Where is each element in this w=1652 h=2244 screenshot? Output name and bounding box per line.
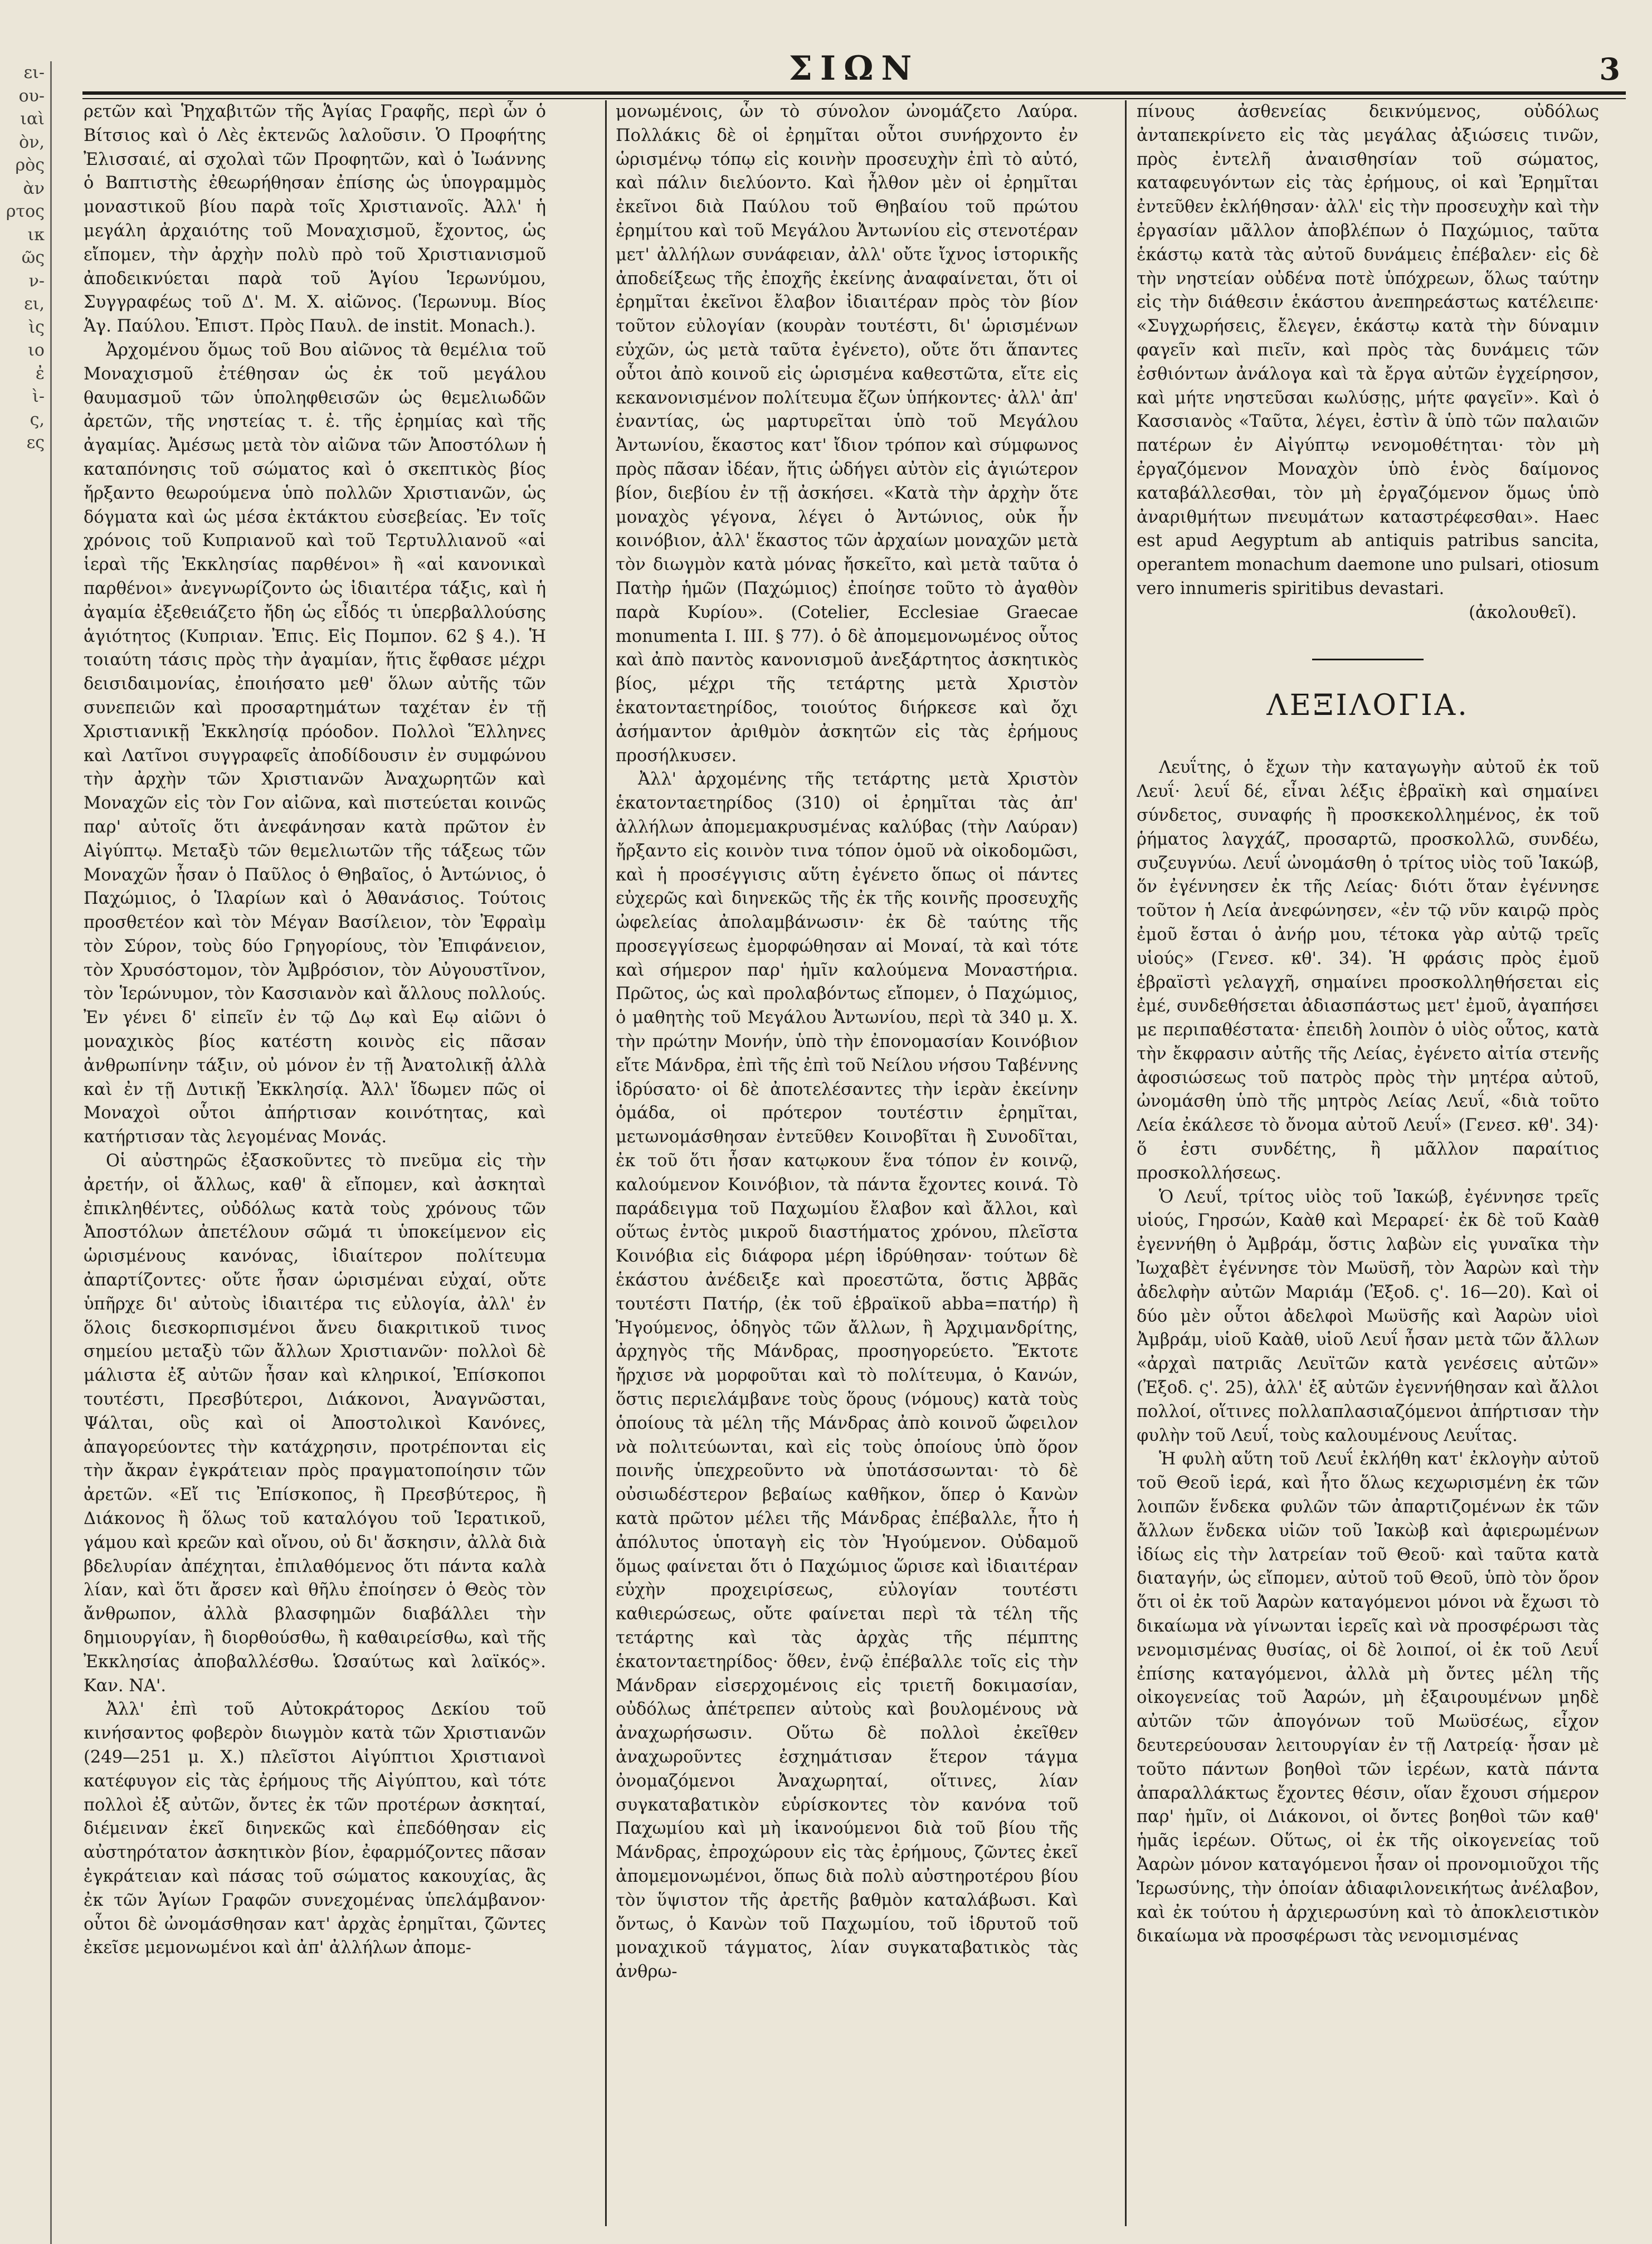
margin-fragment: ικ <box>27 225 45 245</box>
paragraph: Ὁ Λευΐ, τρίτος υἱὸς τοῦ Ἰακώβ, ἐγέννησε τρεῖς υἱούς, Γηρσών, Καὰθ καὶ Μεραρεί· ἐκ δὲ τοῦ Καὰθ ἐγεννήθη ὁ Ἀμβράμ, ὅστις λαβὼν εἰς γυναῖκα τὴν Ἰωχαβὲτ ἐγέννησε τὸν Μωϋσῆ, τὸν Ἀαρὼν καὶ τὴν ἀδελφὴν αὐτῶν Μαριάμ (Ἐξοδ. ς'. 16—20). Καὶ οἱ δύο μὲν οὗτοι ἀδελφοὶ Μωϋσῆς καὶ Ἀαρὼν υἱοὶ Ἀμβράμ, υἱοῦ Καὰθ, υἱοῦ Λευΐ ἦσαν μετὰ τῶν ἄλλων «ἀρχαὶ πατριᾶς Λευϊτῶν κατὰ γενέσεις αὐτῶν» (Ἐξοδ. ς'. 25), ἀλλ' ἐξ αὐτῶν ἐγεννήθησαν καὶ ἄλλοι πολλοί, οἵτινες πολλαπλασιαζόμενοι ἀπήρτισαν τὴν φυλὴν τοῦ Λευΐ, τοὺς καλουμένους Λευΐτας. <box>1137 1187 1599 1445</box>
margin-fragment: ὶς <box>28 317 45 337</box>
margin-fragment: ες <box>26 433 45 452</box>
continued-note: (ἀκολουθεῖ). <box>1469 602 1577 622</box>
margin-fragment: ρὸς <box>15 155 45 175</box>
paragraph: Ἀλλ' ἐπὶ τοῦ Αὐτοκράτορος Δεκίου τοῦ κινήσαντος φοβερὸν διωγμὸν κατὰ τῶν Χριστιανῶν (249—251 μ. Χ.) πλεῖστοι Αἰγύπτιοι Χριστιανοὶ κατέφυγον εἰς τὰς ἐρήμους τῆς Αἰγύπτου, καὶ τότε πολλοὶ ἐξ αὐτῶν, ὄντες ἐκ τῶν προτέρων ἀσκηταί, διέμειναν ἐκεῖ διηνεκῶς καὶ ἐπεδόθησαν εἰς αὐστηρότατον ἀσκητικὸν βίον, ἐφαρμόζοντες πᾶσαν ἐγκράτειαν καὶ πάσας τοῦ σώματος κακουχίας, ἃς ἐκ τῶν Ἁγίων Γραφῶν συνεχομένας ὑπελάμβανον· οὗτοι δὲ ὠνομάσθησαν κατ' ἀρχὰς ἐρημῖται, ζῶντες ἐκεῖσε μεμονωμένοι καὶ ἀπ' ἀλλήλων ἀπομε- <box>84 1700 546 1958</box>
column-divider <box>605 100 607 2226</box>
masthead <box>82 49 1626 88</box>
section-divider <box>1312 659 1424 660</box>
column-1 <box>84 100 546 2226</box>
margin-fragment: ἐ <box>35 363 45 383</box>
margin-fragment: ιο <box>28 340 45 360</box>
paragraph: μονωμένοις, ὧν τὸ σύνολον ὠνομάζετο Λαύρα. Πολλάκις δὲ οἱ ἐρημῖται οὗτοι συνήρχοντο ἐν ὡρισμένῳ τόπῳ εἰς κοινὴν προσευχὴν ἐπὶ τὸ αὐτό, καὶ πάλιν διελύοντο. Καὶ ἦλθον μὲν οἱ ἐρημῖται ἐκεῖνοι διὰ Παύλου τοῦ Θηβαίου τοῦ πρώτου ἐρημίτου καὶ τοῦ Μεγάλου Ἀντωνίου εἰς στενοτέραν μετ' ἀλλήλων συνάφειαν, ἀλλ' οὔτε ἴχνος ἱστορικῆς ἀποδείξεως τῆς ἐποχῆς ἐκείνης ἀναφαίνεται, ὅτι οἱ ἐρημῖται ἐκεῖνοι ἔλαβον ἰδιαιτέραν πρὸς τὸν βίον τοῦτον εὐλογίαν (κουρὰν τουτέστι, δι' ὡρισμένων εὐχῶν, ὡς μετὰ ταῦτα ἐγένετο), οὔτε ὅτι ἅπαντες οὗτοι ἀπὸ κοινοῦ εἰς ὡρισμένα καθεστῶτα, εἴτε εἰς κεκανονισμένον πολίτευμα ἔζων ὑπήκοντες· ἀλλ' ἀπ' ἐναντίας, ὡς μαρτυρεῖται ὑπὸ τοῦ Μεγάλου Ἀντωνίου, ἕκαστος κατ' ἴδιον τρόπον καὶ σύμφωνος πρὸς πᾶσαν ἰδέαν, ἥτις ὡδήγει αὐτὸν εἰς ἁγιώτερον βίον, διεβίου ἐν τῇ ἀσκήσει. «Κατὰ τὴν ἀρχὴν ὅτε μοναχὸς γέγονα, λέγει ὁ Ἀντώνιος, οὐκ ἦν κοινόβιον, ἀλλ' ἕκαστος τῶν ἀρχαίων μοναχῶν μετὰ τὸν διωγμὸν κατὰ μόνας ἤσκεῖτο, καὶ μετὰ ταῦτα ὁ Πατὴρ ἡμῶν (Παχώμιος) ἐποίησε τοῦτο τὸ ἀγαθὸν παρὰ Κυρίου». (Cotelier, Ecclesiae Graecae monumenta I. III. § 77). ὁ δὲ ἀπομεμονωμένος οὗτος καὶ ἀπὸ παντὸς κανονισμοῦ ἀνεξάρτητος ἀσκητικὸς βίος, μέχρι τῆς τετάρτης μετὰ Χριστὸν ἑκατονταετηρίδος, τοιούτος διήρκεσε καὶ ὄχι ἀσήμαντον ἀριθμὸν ἀσκητῶν εἰς τὰς ἐρήμους προσήλκυσεν. <box>616 102 1078 766</box>
column-2 <box>616 100 1078 2226</box>
newspaper-title: ΣΙΩΝ <box>788 49 920 88</box>
section-title: ΛΕΞΙΛΟΓΙΑ. <box>1266 688 1469 722</box>
paragraph: Ἡ φυλὴ αὕτη τοῦ Λευΐ ἐκλήθη κατ' ἐκλογὴν αὐτοῦ τοῦ Θεοῦ ἱερά, καὶ ἦτο ὅλως κεχωρισμένη ἐκ τῶν λοιπῶν ἕνδεκα φυλῶν τῶν ἀπαρτιζομένων ἐκ τῶν ἄλλων ἕνδεκα υἱῶν τοῦ Ἰακὼβ καὶ ἀφιερωμένων ἰδίως εἰς τὴν λατρείαν τοῦ Θεοῦ· καὶ ταῦτα κατὰ διαταγήν, ὡς εἴπομεν, αὐτοῦ τοῦ Θεοῦ, ὑπὸ τὸν ὅρον ὅτι οἱ ἐκ τοῦ Ἀαρὼν καταγόμενοι μόνοι νὰ ἔχωσι τὸ δικαίωμα νὰ γίνωνται ἱερεῖς καὶ νὰ προσφέρωσι τὰς νενομισμένας θυσίας, οἱ δὲ λοιποί, οἱ ἐκ τοῦ Λευΐ ἐπίσης καταγόμενοι, ἀλλὰ μὴ ὄντες μέλη τῆς οἰκογενείας τοῦ Ἀαρών, μὴ ἐξαιρουμένων μηδὲ αὐτῶν τῶν ἀπογόνων τοῦ Μωϋσέως, εἶχον δευτερεύουσαν λειτουργίαν ἐν τῇ Λατρείᾳ· ἦσαν μὲ τοῦτο πάντων βοηθοὶ τῶν ἱερέων, κατὰ πάντα ἀπαραλλάκτως ἔχοντες θέσιν, οἵαν ἔχουσι σήμερον παρ' ἡμῖν, οἱ Διάκονοι, οἱ ὄντες βοηθοὶ τῶν καθ' ἡμᾶς ἱερέων. Οὕτως, οἱ ἐκ τῆς οἰκογενείας τοῦ Ἀαρὼν μόνον καταγόμενοι ἦσαν οἱ προνομιοῦχοι τῆς Ἱερωσύνης, τὴν ὁποίαν ἀδιαφιλονεικήτως ἀνέλαβον, καὶ ἐκ τούτου ἡ ἀρχιερωσύνη καὶ τὸ ἀποκλειστικὸν δικαίωμα νὰ προσφέρωσι τὰς νενομισμένας <box>1137 1449 1599 1946</box>
margin-fragment: ου- <box>18 86 45 106</box>
header-rule-thin <box>82 98 1626 99</box>
margin-fragment: ει, <box>24 294 45 314</box>
previous-page-margin <box>0 61 52 2244</box>
column-divider <box>1125 100 1127 2226</box>
margin-fragment: ῶς <box>21 248 45 267</box>
margin-fragment: ς, <box>30 410 45 430</box>
column-3 <box>1137 100 1599 2226</box>
paragraph: πίνους ἀσθενείας δεικνύμενος, οὐδόλως ἀνταπεκρίνετο εἰς τὰς μεγάλας ἀξιώσεις τινῶν, πρὸς ἐντελῆ ἀναισθησίαν τοῦ σώματος, καταφευγόντων εἰς τὰς ἐρήμους, οἱ καὶ Ἐρημῖται ἐντεῦθεν ἐκλήθησαν· ἀλλ' εἰς τὴν προσευχὴν καὶ τὴν ἐργασίαν μᾶλλον ἀποβλέπων ὁ Παχώμιος, ταῦτα ἑκάστῳ κατὰ τὰς αὐτοῦ δυνάμεις ἐπέβαλεν· εἰς δὲ τὴν νηστείαν οὐδένα ποτὲ ὑπόχρεων, ὅλως ταύτην εἰς τὴν διάθεσιν ἑκάστου ἀνεπηρεάστως κατέλειπε· «Συγχωρήσεις, ἔλεγεν, ἑκάστῳ κατὰ τὴν δύναμιν φαγεῖν καὶ πιεῖν, καὶ πρὸς τὰς δυνάμεις τῶν ἐσθιόντων ἀνάλογα καὶ τὰ ἔργα αὐτῶν ἐγχείρησον, καὶ μήτε νηστεῦσαι κωλύσῃς, μήτε φαγεῖν». Καὶ ὁ Κασσιανὸς «Ταῦτα, λέγει, ἐστὶν ἃ ὑπὸ τῶν παλαιῶν πατέρων ἐν Αἰγύπτῳ νενομοθέτηται· τὸν μὴ ἐργαζόμενον Μοναχὸν ὑπὸ ἑνὸς δαίμονος καταβάλλεσθαι, τὸν μὴ ἐργαζόμενον ὅμως ὑπὸ ἀναριθμήτων πνευμάτων καταστρέφεσθαι». Haec est apud Aegyptum ab antiquis patribus sancita, operantem monachum daemone uno pulsari, otiosum vero innumeris spiritibus devastari. <box>1137 102 1599 598</box>
margin-fragment: ὶ- <box>32 387 45 406</box>
margin-fragment: ιαὶ <box>20 109 45 129</box>
margin-fragment: ὸν, <box>19 132 45 152</box>
paragraph: Οἱ αὐστηρῶς ἐξασκοῦντες τὸ πνεῦμα εἰς τὴν ἀρετήν, οἱ ἄλλως, καθ' ἃ εἴπομεν, καὶ ἀσκηταὶ ἐπικληθέντες, οὐδόλως κατὰ τοὺς χρόνους τῶν Ἀποστόλων ἀπετέλουν σῶμά τι ὑποκείμενον εἰς ὡρισμένους κανόνας, ἰδιαίτερον πολίτευμα ἀπαρτίζοντες· οὔτε ἦσαν ὡρισμέναι εὐχαί, οὔτε ὑπῆρχε δι' αὐτοὺς ἰδιαιτέρα τις εὐλογία, ἀλλ' ἐν ὅλοις διεσκορπισμένοι ἄνευ διακριτικοῦ τινος σημείου μεταξὺ τῶν ἄλλων Χριστιανῶν· πολλοὶ δὲ μάλιστα ἐξ αὐτῶν ἦσαν καὶ κληρικοί, Ἐπίσκοποι τουτέστι, Πρεσβύτεροι, Διάκονοι, Ἀναγνῶσται, Ψάλται, οὓς καὶ οἱ Ἀποστολικοὶ Κανόνες, ἀπαγορεύοντες τὴν κατάχρησιν, προτρέπονται εἰς τὴν ἄκραν ἐγκράτειαν πρὸς πραγματοποίησιν τῶν ἀρετῶν. «Εἴ τις Ἐπίσκοπος, ἢ Πρεσβύτερος, ἢ Διάκονος ἢ ὅλως τοῦ καταλόγου τοῦ Ἱερατικοῦ, γάμου καὶ κρεῶν καὶ οἴνου, οὐ δι' ἄσκησιν, ἀλλὰ διὰ βδελυρίαν ἀπέχηται, ἐπιλαθόμενος ὅτι πάντα καλὰ λίαν, καὶ ὅτι ἄρσεν καὶ θῆλυ ἐποίησεν ὁ Θεὸς τὸν ἄνθρωπον, ἀλλὰ βλασφημῶν διαβάλλει τὴν δημιουργίαν, ἢ διορθούσθω, ἢ καθαιρείσθω, καὶ τῆς Ἐκκλησίας ἀποβαλλέσθω. Ὡσαύτως καὶ λαϊκός». Καν. ΝΑ'. <box>84 1151 546 1696</box>
paragraph: Ἀλλ' ἀρχομένης τῆς τετάρτης μετὰ Χριστὸν ἑκατονταετηρίδος (310) οἱ ἐρημῖται τὰς ἀπ' ἀλλήλων ἀπομεμακρυσμένας καλύβας (τὴν Λαύραν) ἤρξαντο εἰς κοινὸν τινα τόπον ὁμοῦ νὰ οἰκοδομῶσι, καὶ ἡ προσέγγισις αὕτη ἐγένετο ὅπως οἱ πάντες εὐχερῶς καὶ διηνεκῶς τῆς ἐκ τῆς κοινῆς προσευχῆς ὠφελείας ἀπολαμβάνωσιν· ἐκ δὲ ταύτης τῆς προσεγγίσεως ἐμορφώθησαν αἱ Μοναί, τὰ καὶ τότε καὶ σήμερον παρ' ἡμῖν καλούμενα Μοναστήρια. Πρῶτος, ὡς καὶ προλαβόντως εἴπομεν, ὁ Παχώμιος, ὁ μαθητὴς τοῦ Μεγάλου Ἀντωνίου, περὶ τὰ 340 μ. Χ. τὴν πρώτην Μονήν, ὑπὸ τὴν ἐπονομασίαν Κοινόβιον εἴτε Μάνδρα, ἐπὶ τῆς ἐπὶ τοῦ Νείλου νήσου Ταβέννης ἱδρύσατο· οἱ δὲ ἀποτελέσαντες τὴν ἱερὰν ἐκείνην ὁμάδα, οἱ πρότερον τουτέστιν ἐρημῖται, μετωνομάσθησαν ἐντεῦθεν Κοινοβῖται ἢ Συνοδῖται, ἐκ τοῦ ὅτι ἦσαν κατῳκουν ἕνα τόπον ἐν κοινῷ, καλούμενον Κοινόβιον, τὰ πάντα ἔχοντες κοινά. Τὸ παράδειγμα τοῦ Παχωμίου ἔλαβον καὶ ἄλλοι, καὶ οὕτως ἐντὸς μικροῦ διαστήματος χρόνου, πλεῖστα Κοινόβια εἰς διάφορα μέρη ἱδρύθησαν· τούτων δὲ ἑκάστου ἀνέδειξε καὶ προεστῶτα, ὅστις Ἀββᾶς τουτέστι Πατήρ, (ἐκ τοῦ ἑβραϊκοῦ abba=πατήρ) ἢ Ἡγούμενος, ὁδηγὸς τῶν ἄλλων, ἢ Ἀρχιμανδρίτης, ἀρχηγὸς τῆς Μάνδρας, προσηγορεύετο. Ἔκτοτε ἤρχισε νὰ μορφοῦται καὶ τὸ πολίτευμα, ὁ Κανών, ὅστις περιελάμβανε τοὺς ὅρους (νόμους) κατὰ τοὺς ὁποίους τὰ μέλη τῆς Μάνδρας ἀπὸ κοινοῦ ὤφειλον νὰ πολιτεύωνται, καὶ εἰς τοὺς ὁποίους ὑπὸ ὅρον ποινῆς ὑπεχρεοῦντο νὰ ὑποτάσσωνται· τὸ δὲ οὐσιωδέστερον βεβαίως καθῆκον, ὅπερ ὁ Κανὼν κατὰ πρῶτον μέλει τῆς Μάνδρας ἐπέβαλλε, ἦτο ἡ ἀπόλυτος ὑποταγὴ εἰς τὸν Ἡγούμενον. Οὐδαμοῦ ὅμως φαίνεται ὅτι ὁ Παχώμιος ὥρισε καὶ ἰδιαιτέραν εὐχὴν προχειρίσεως, εὐλογίαν τουτέστι καθιερώσεως, οὔτε φαίνεται περὶ τὰ τέλη τῆς τετάρτης καὶ τὰς ἀρχὰς τῆς πέμπτης ἑκατονταετηρίδος· ὅθεν, ἐνῷ ἐπέβαλλε τοῖς εἰς τὴν Μάνδραν εἰσερχομένοις εἰς τριετῆ δοκιμασίαν, οὐδόλως ἀπέτρεπεν αὐτοὺς καὶ βουλομένους νὰ ἀναχωρήσωσιν. Οὕτω δὲ πολλοὶ ἐκεῖθεν ἀναχωροῦντες ἐσχημάτισαν ἕτερον τάγμα ὀνομαζόμενοι Ἀναχωρηταί, οἵτινες, λίαν συγκαταβατικὸν εὑρίσκοντες τὸν κανόνα τοῦ Παχωμίου καὶ μὴ ἱκανούμενοι διὰ τοῦ βίου τῆς Μάνδρας, ἐπροχώρουν εἰς τὰς ἐρήμους, ζῶντες ἐκεῖ ἀπομεμονωμένοι, ὅπως διὰ πολὺ αὐστηροτέρου βίου τὸν ὕψιστον τῆς ἀρετῆς βαθμὸν καταλάβωσι. Καὶ ὄντως, ὁ Κανὼν τοῦ Παχωμίου, τοῦ ἱδρυτοῦ τοῦ μοναχικοῦ τάγματος, λίαν συγκαταβατικὸς τὰς ἀνθρω- <box>616 770 1078 1982</box>
margin-fragment: ρτος <box>6 202 45 221</box>
paragraph: Ἀρχομένου ὅμως τοῦ Βου αἰῶνος τὰ θεμέλια τοῦ Μοναχισμοῦ ἐτέθησαν ὡς ἐκ τοῦ μεγάλου θαυμασμοῦ τῶν ὑποληφθεισῶν ὡς θεμελιωδῶν ἀρετῶν, τῆς νηστείας τ. ἐ. τῆς ἐρημίας καὶ τῆς ἀγαμίας. Ἀμέσως μετὰ τὸν αἰῶνα τῶν Ἀποστόλων ἡ καταπόνησις τοῦ σώματος καὶ ὁ σκεπτικὸς βίος ἤρξαντο θεωρούμενα ὑπὸ πολλῶν Χριστιανῶν, ὡς δόγματα καὶ ὡς μέσα ἐκτάκτου εὐσεβείας. Ἐν τοῖς χρόνοις τοῦ Κυπριανοῦ καὶ τοῦ Τερτυλλιανοῦ «αἱ ἱεραὶ τῆς Ἐκκλησίας παρθένοι» ἢ «αἱ κανονικαὶ παρθένοι» ἀνεγνωρίζοντο ὡς ἰδιαιτέρα τάξις, καὶ ἡ ἀγαμία ἐξεθειάζετο ἤδη ὡς εἶδός τι ὑπερβαλλούσης ἁγιότητος (Κυπριαν. Ἐπις. Εἰς Πομπον. 62 § 4.). Ἡ τοιαύτη τάσις πρὸς τὴν ἀγαμίαν, ἥτις ἔφθασε μέχρι δεισιδαιμονίας, ἐποιήσατο μεθ' ὅλων αὐτῆς τῶν συνεπειῶν καὶ προσαρτημάτων ταχέταν ἐν τῇ Χριστιανικῇ Ἐκκλησίᾳ πρόοδον. Πολλοὶ Ἕλληνες καὶ Λατῖνοι συγγραφεῖς ἀποδίδουσιν ἐν συμφώνου τὴν ἀρχὴν τῶν Χριστιανῶν Ἀναχωρητῶν καὶ Μοναχῶν εἰς τὸν Γον αἰῶνα, καὶ πιστεύεται κοινῶς παρ' αὐτοῖς ὅτι ἀνεφάνησαν κατὰ πρῶτον ἐν Αἰγύπτῳ. Μεταξὺ τῶν θεμελιωτῶν τῆς τάξεως τῶν Μοναχῶν ἦσαν ὁ Παῦλος ὁ Θηβαῖος, ὁ Ἀντώνιος, ὁ Παχώμιος, ὁ Ἱλαρίων καὶ ὁ Ἀθανάσιος. Τούτοις προσθετέον καὶ τὸν Μέγαν Βασίλειον, τὸν Ἐφραὶμ τὸν Σύρον, τοὺς δύο Γρηγορίους, τὸν Ἐπιφάνειον, τὸν Χρυσόστομον, τὸν Ἀμβρόσιον, τὸν Αὐγουστῖνον, τὸν Ἱερώνυμον, τὸν Κασσιανὸν καὶ ἄλλους πολλούς. Ἐν γένει δ' εἰπεῖν ἐν τῷ Δῳ καὶ Εῳ αἰῶνι ὁ μοναχικὸς βίος κατέστη κοινὸς εἰς πᾶσαν ἀνθρωπίνην τάξιν, οὐ μόνον ἐν τῇ Ἀνατολικῇ ἀλλὰ καὶ ἐν τῇ Δυτικῇ Ἐκκλησίᾳ. Ἀλλ' ἴδωμεν πῶς οἱ Μοναχοὶ οὗτοι ἀπήρτισαν κοινότητας, καὶ κατήρτισαν τὰς λεγομένας Μονάς. <box>84 340 546 1147</box>
margin-fragment: ν- <box>28 271 45 291</box>
page-number: 3 <box>1599 51 1620 87</box>
paragraph: ρετῶν καὶ Ῥηχαβιτῶν τῆς Ἁγίας Γραφῆς, περὶ ὧν ὁ Βίτσιος καὶ ὁ Λὲς ἐκτενῶς λαλοῦσιν. Ὁ Προφήτης Ἐλισσαιέ, αἱ σχολαὶ τῶν Προφητῶν, καὶ ὁ Ἰωάννης ὁ Βαπτιστὴς ἐθεωρήθησαν ἐπίσης ὡς ὑπογραμμὸς μοναστικοῦ βίου παρὰ τοῖς Χριστιανοῖς. Ἀλλ' ἡ μεγάλη ἀρχαιότης τοῦ Μοναχισμοῦ, ἔχοντος, ὡς εἴπομεν, τὴν ἀρχὴν πολὺ πρὸ τοῦ Χριστιανισμοῦ ἀποδεικνύεται παρὰ τοῦ Ἁγίου Ἱερωνύμου, Συγγραφέως τοῦ Δ'. Μ. Χ. αἰῶνος. (Ἱερωνυμ. Βίος Ἁγ. Παύλου. Ἐπιστ. Πρὸς Παυλ. de instit. Monach.). <box>84 102 546 337</box>
header-rule-thick <box>82 91 1626 95</box>
margin-fragment: ὰν <box>23 178 45 198</box>
paragraph: Λευΐτης, ὁ ἔχων τὴν καταγωγὴν αὐτοῦ ἐκ τοῦ Λευΐ· λευΐ δέ, εἶναι λέξις ἑβραϊκὴ καὶ σημαίνει σύνδετος, συναφής ἢ προσκεκολλημένος, ἐκ τοῦ ῥήματος λαγχάζ, προσαρτῶ, προσκολλῶ, συνδέω, συζευγνύω. Λευΐ ὠνομάσθη ὁ τρίτος υἱὸς τοῦ Ἰακώβ, ὅν ἐγέννησεν ἐκ τῆς Λείας· διότι ὅταν ἐγέννησε τοῦτον ἡ Λεία ἀνεφώνησεν, «ἐν τῷ νῦν καιρῷ πρὸς ἐμοῦ ἔσται ὁ ἀνήρ μου, τέτοκα γὰρ αὐτῷ τρεῖς υἱούς» (Γενεσ. κθ'. 34). Ἡ φράσις πρὸς ἐμοῦ ἑβραϊστὶ γελαγχῆ, σημαίνει προσκολληθήσεται εἰς ἐμέ, συνδεθήσεται ἀδιασπάστως μετ' ἐμοῦ, ἀγαπήσει με περιπαθέστατα· ἐπειδὴ λοιπὸν ὁ υἱὸς οὗτος, κατὰ τὴν ἔκφρασιν αὐτῆς τῆς Λείας, ἐγένετο αἰτία στενῆς ἀφοσιώσεως τοῦ πατρὸς πρὸς τὴν μητέρα αὐτοῦ, ὠνομάσθη ὑπὸ τῆς μητρὸς Λείας Λευΐ, «διὰ τοῦτο Λεία ἐκάλεσε τὸ ὄνομα αὐτοῦ Λευΐ» (Γενεσ. κθ'. 34)· ὅ ἐστι συνδέτης, ἢ μᾶλλον παραίτιος προσκολλήσεως. <box>1137 758 1599 1183</box>
margin-fragment: ει- <box>23 63 45 82</box>
